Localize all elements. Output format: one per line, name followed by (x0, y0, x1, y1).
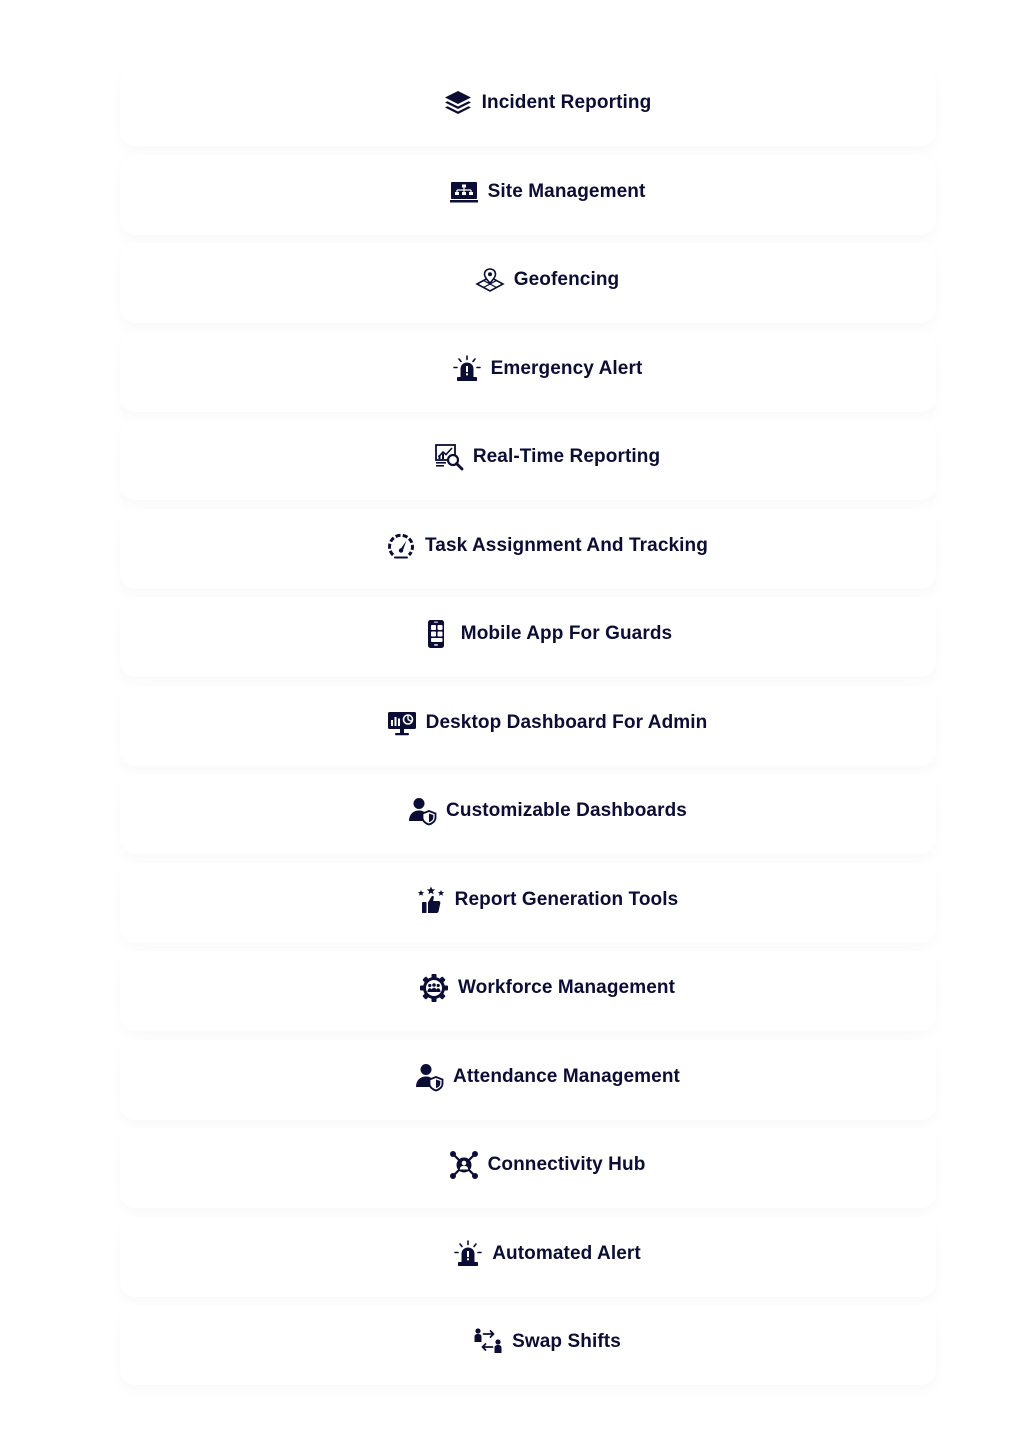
feature-item-emergency-alert (0, 324, 1024, 413)
feature-item-workforce-management (0, 943, 1024, 1032)
feature-label: Site Management (487, 180, 646, 202)
report-search-icon (434, 442, 464, 472)
user-shield-icon (414, 1062, 444, 1092)
feature-item-geofencing (0, 235, 1024, 324)
feature-item-real-time-reporting (0, 412, 1024, 501)
siren-icon (452, 354, 482, 384)
feature-item-task-assignment (0, 501, 1024, 590)
feature-label: Desktop Dashboard For Admin (425, 711, 708, 733)
feature-label: Incident Reporting (481, 92, 652, 113)
map-pin-icon (475, 265, 505, 295)
mobile-app-icon (422, 619, 452, 649)
speedometer-icon (386, 531, 416, 561)
feature-label: Task Assignment And Tracking (425, 534, 708, 556)
feature-item-incident-reporting (0, 58, 1024, 147)
feature-label: Emergency Alert (490, 357, 643, 379)
feature-item-attendance-management (0, 1032, 1024, 1121)
swap-users-icon (473, 1327, 503, 1357)
layers-icon (443, 88, 473, 118)
feature-list (0, 58, 1024, 1386)
feature-item-automated-alert (0, 1209, 1024, 1298)
feature-item-customizable-dashboards (0, 766, 1024, 855)
siren-icon (453, 1239, 483, 1269)
feature-item-desktop-dashboard (0, 678, 1024, 767)
feature-item-report-generation (0, 855, 1024, 944)
feature-label: Customizable Dashboards (446, 800, 687, 821)
feature-item-mobile-app (0, 589, 1024, 678)
feature-item-connectivity-hub (0, 1120, 1024, 1209)
feature-label: Automated Alert (492, 1242, 641, 1264)
feature-label: Workforce Management (457, 977, 676, 998)
thumbs-up-stars-icon (416, 885, 446, 915)
feature-item-site-management (0, 147, 1024, 236)
feature-label: Real-Time Reporting (472, 446, 661, 467)
feature-label: Geofencing (513, 269, 620, 290)
sitemap-icon (449, 177, 479, 207)
feature-label: Swap Shifts (512, 1331, 621, 1352)
feature-label: Attendance Management (453, 1065, 680, 1087)
gear-team-icon (419, 973, 449, 1003)
desktop-chart-icon (387, 708, 417, 738)
feature-label: Connectivity Hub (487, 1154, 646, 1175)
feature-item-swap-shifts (0, 1297, 1024, 1386)
network-hub-icon (449, 1150, 479, 1180)
feature-label: Mobile App For Guards (460, 623, 673, 644)
user-shield-icon (407, 796, 437, 826)
feature-label: Report Generation Tools (454, 888, 679, 910)
